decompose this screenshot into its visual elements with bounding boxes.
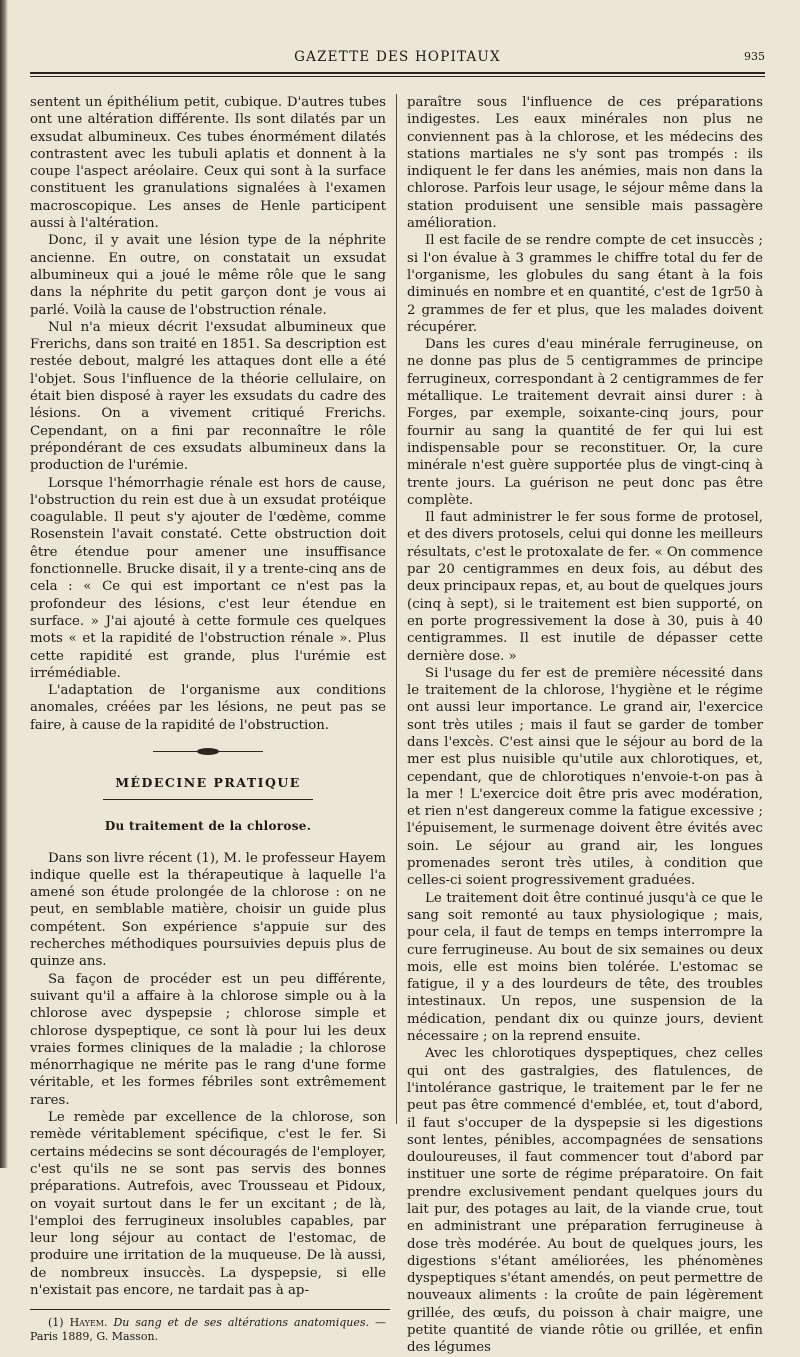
footnote-rule bbox=[30, 1309, 390, 1310]
newspaper-page bbox=[30, 44, 765, 1356]
paragraph: Avec les chlorotiques dyspeptiques, chez celles qui ont des gastralgies, des flatulences, de l'intolérance gastrique, le traitement par le fer ne peut pas être commencé d'emblée, et, tout d'abord, il faut s'occuper de la dyspepsie si les digestions sont lentes, pénibles, accompagnées de sensations douloureuses, il faut commencer tout d'abord par instituer une sorte de régime préparatoire. On fait prendre exclusivement pendant quelques jours du lait pur, des potages au lait, de la viande crue, tout en administrant une préparation ferrugineuse à dose très modérée. Au bout de quelques jours, les digestions s'étant améliorées, les phénomènes dyspeptiques s'étant amendés, on peut permettre de nouveaux aliments : la croûte de pain légèrement grillée, des œufs, du poisson à chair maigre, une petite quantité de viande rôtie ou grillée, et enfin des légumes bbox=[407, 1046, 763, 1356]
paragraph: Si l'usage du fer est de première nécessité dans le traitement de la chlorose, l'hygiène et le régime ont aussi leur importance. Le grand air, l'exercice sont très utiles ; mais il faut se garder de tomber dans l'excès. C'est ainsi que le séjour au bord de la mer est plus nuisible qu'utile aux chlorotiques, et, cependant, que de chlorotiques n'envoie-t-on pas à la mer ! L'exercice doit être pris avec modération, et rien n'est dangereux comme la fatigue excessive ; l'épuisement, le surmenage doivent être évités avec soin. Le séjour au grand air, les longues promenades seront très utiles, à condition que celles-ci soient progressivement graduées. bbox=[407, 665, 763, 889]
footnote-author: Hayem. bbox=[69, 1316, 108, 1330]
paragraph: paraître sous l'influence de ces préparations indigestes. Les eaux minérales non plus ne conviennent pas à la chlorose, et les médecins des stations martiales ne s'y sont pas trompés : ils indiquent le fer dans les anémies, mais non dans la chlorose. Parfois leur usage, le séjour même dans la station produisent une sensible mais passagère amélioration. bbox=[407, 95, 763, 232]
header-rule bbox=[30, 72, 765, 77]
right-column bbox=[407, 94, 763, 1357]
page-number: 935 bbox=[744, 50, 765, 63]
page-binding-shadow bbox=[0, 0, 8, 1168]
section-rule bbox=[103, 799, 313, 800]
left-column bbox=[30, 94, 386, 1344]
paragraph: Il est facile de se rendre compte de cet insuccès ; si l'on évalue à 3 grammes le chiffre total du fer de l'organisme, les globules du sang étant à la fois diminués en nombre et en quantité, c'est de 1gr50 à 2 grammes de fer et plus, que les malades doivent récupérer. bbox=[407, 233, 763, 335]
page-header bbox=[30, 44, 765, 70]
section-title: MÉDECINE PRATIQUE bbox=[115, 774, 301, 790]
paragraph: Dans son livre récent (1), M. le professeur Hayem indique quelle est la thérapeutique à laquelle l'a amené son étude prolongée de la chlorose : on ne peut, en semblable matière, choisir un guide plus compétent. Son expérience s'appuie sur des recherches méthodiques poursuivies depuis plus de quinze ans. bbox=[30, 850, 386, 970]
paragraph: Dans les cures d'eau minérale ferrugineuse, on ne donne pas plus de 5 centigrammes de principe ferrugineux, correspondant à 2 centigrammes de fer métallique. Le traitement devrait ainsi durer : à Forges, par exemple, soixante-cinq jours, pour fournir au sang la quantité de fer qui lui est indispensable pour se reconstituer. Or, la cure minérale n'est guère supportée plus de vingt-cinq à trente jours. La guérison ne peut donc pas être complète. bbox=[407, 337, 763, 508]
paragraph: L'adaptation de l'organisme aux conditions anomales, créées par les lésions, ne peut pas se faire, à cause de la rapidité de l'obstruction. bbox=[30, 683, 386, 733]
footnote-work: Du sang et de ses altérations anatomiques. bbox=[113, 1316, 370, 1330]
footnote-publisher: — Paris 1889, G. Masson. bbox=[30, 1316, 387, 1344]
footnote-ref: (1) bbox=[48, 1316, 64, 1330]
article-title: Du traitement de la chlorose. bbox=[104, 819, 312, 834]
paragraph: Le remède par excellence de la chlorose, son remède véritablement spécifique, c'est le fer. Si certains médecins se sont découragés de l'employer, c'est qu'ils ne se sont pas servis des bonnes préparations. Autrefois, avec Trousseau et Pidoux, on voyait surtout dans le fer un excitant ; de là, l'emploi des ferrugineux insolubles capables, par leur long séjour au contact de l'estomac, de produire une irritation de la muqueuse. De là aussi, de nombreux insuccès. La dyspepsie, si elle n'existait pas encore, ne tardait pas à ap- bbox=[30, 1110, 386, 1298]
paragraph: Sa façon de procéder est un peu différente, suivant qu'il a affaire à la chlorose simple ou à la chlorose avec dyspepsie ; chlorose simple et chlorose dyspeptique, ce sont là pour lui les deux vraies formes cliniques de la maladie ; la chlorose ménorrhagique ne mérite pas le rang d'une forme véritable, et les formes fébriles sont extrêmement rares. bbox=[30, 971, 386, 1108]
paragraph: Lorsque l'hémorrhagie rénale est hors de cause, l'obstruction du rein est due à un exsudat protéique coagulable. Il peut s'y ajouter de l'œdème, comme Rosenstein l'avait constaté. Cette obstruction doit être étendue pour amener une insuffisance fonctionnelle. Brucke disait, il y a trente-cinq ans de cela : « Ce qui est important ce n'est pas la profondeur des lésions, c'est leur étendue en surface. » J'ai ajouté à cette formule ces quelques mots « et la rapidité de l'obstruction rénale ». Plus cette rapidité est grande, plus l'urémie est irrémédiable. bbox=[30, 475, 386, 681]
section-ornament bbox=[153, 748, 263, 756]
paragraph: Donc, il y avait une lésion type de la néphrite ancienne. En outre, on constatait un exsudat albumineux qui a joué le même rôle que le sang dans la néphrite du petit garçon dont je vous ai parlé. Voilà la cause de l'obstruction rénale. bbox=[30, 233, 386, 318]
paragraph: sentent un épithélium petit, cubique. D'autres tubes ont une altération différente. Ils sont dilatés par un exsudat albumineux. Ces tubes énormément dilatés contrastent avec les tubuli aplatis et donnent à la coupe l'aspect aréolaire. Ceux qui sont à la surface constituent les granulations signalées à l'examen macroscopique. Les anses de Henle participent aussi à l'altération. bbox=[30, 95, 386, 232]
column-divider bbox=[396, 94, 397, 1124]
paragraph: Nul n'a mieux décrit l'exsudat albumineux que Frerichs, dans son traité en 1851. Sa description est restée debout, malgré les attaques dont elle a été l'objet. Sous l'influence de la théorie cellulaire, on était bien disposé à rayer les exsudats du cadre des lésions. On a vivement critiqué Frerichs. Cependant, on a fini par reconnaître le rôle prépondérant de ces exsudats albumineux dans la production de l'urémie. bbox=[30, 319, 386, 474]
journal-title: GAZETTE DES HOPITAUX bbox=[294, 49, 501, 65]
paragraph: Il faut administrer le fer sous forme de protosel, et des divers protosels, celui qui donne les meilleurs résultats, c'est le protoxalate de fer. « On commence par 20 centigrammes en deux fois, au début des deux principaux repas, et, au bout de quelques jours (cinq à sept), si le traitement est bien supporté, on en porte progressivement la dose à 30, puis à 40 centigrammes. Il est inutile de dépasser cette dernière dose. » bbox=[407, 510, 763, 664]
paragraph: Le traitement doit être continué jusqu'à ce que le sang soit remonté au taux physiologique ; mais, pour cela, il faut de temps en temps interrompre la cure ferrugineuse. Au bout de six semaines ou deux mois, elle est moins bien tolérée. L'estomac se fatigue, il y a des lourdeurs de tête, des troubles intestinaux. Un repos, une suspension de la médication, pendant dix ou quinze jours, devient nécessaire ; on la reprend ensuite. bbox=[407, 890, 763, 1045]
footnote bbox=[30, 1316, 386, 1344]
